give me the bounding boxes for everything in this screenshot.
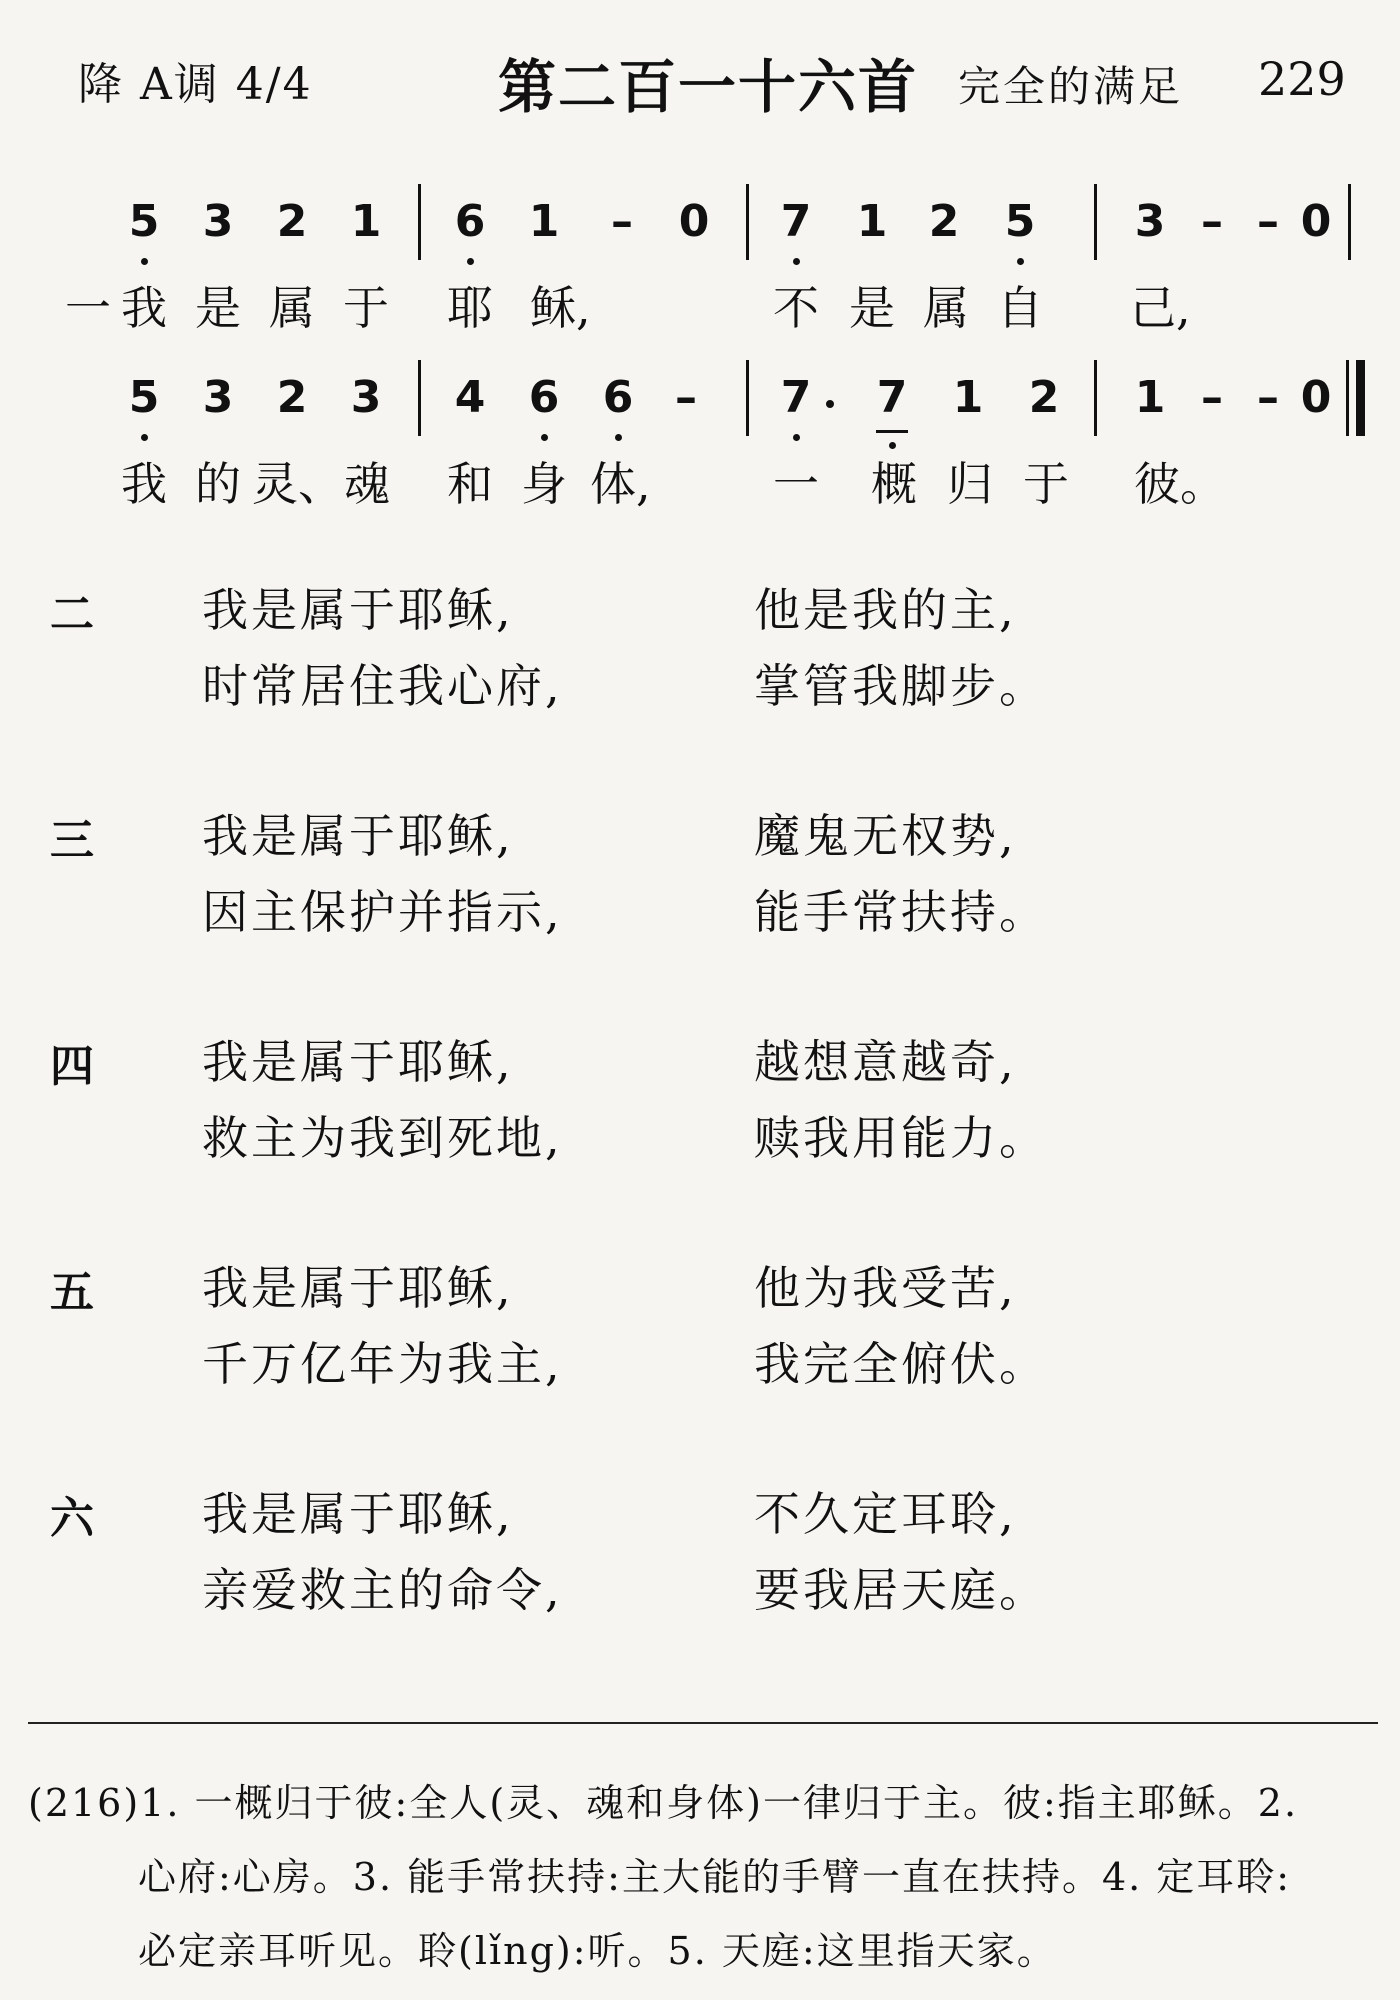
- footnote-divider: [28, 1722, 1378, 1724]
- note: 1: [528, 196, 560, 247]
- verse-line: 我是属于耶稣,: [202, 1261, 514, 1315]
- verse-number: 五: [50, 1267, 94, 1318]
- lyric: 自: [997, 281, 1043, 335]
- verse-line: 我完全俯伏。: [754, 1337, 1048, 1391]
- page-number: 229: [1258, 52, 1346, 106]
- note: 7: [774, 196, 818, 247]
- verse-number: 六: [50, 1493, 94, 1544]
- augmentation-dot: [826, 400, 834, 408]
- footnote-line: 心府:心房。3. 能手常扶持:主大能的手臂一直在扶持。4. 定耳聆:: [138, 1855, 1292, 1899]
- final-barline-thick: [1356, 360, 1365, 436]
- dash: –: [1201, 196, 1223, 247]
- barline: [1094, 184, 1097, 260]
- verse-line: 我是属于耶稣,: [202, 583, 514, 637]
- verse-number: 二: [50, 589, 94, 640]
- note: 0: [1300, 196, 1332, 247]
- note: 6: [448, 196, 492, 247]
- note: 1: [856, 196, 888, 247]
- note: 5: [122, 372, 166, 423]
- note: 5: [998, 196, 1042, 247]
- lyric: 耶: [447, 281, 493, 335]
- lyric: 不: [773, 281, 819, 335]
- verse-line: 我是属于耶稣,: [202, 809, 514, 863]
- verse-line: 魔鬼无权势,: [754, 809, 1017, 863]
- barline: [1094, 360, 1097, 436]
- verse-line: 他是我的主,: [754, 583, 1017, 637]
- note: 2: [276, 196, 308, 247]
- lyric: 于: [1023, 457, 1069, 511]
- verse-line: 救主为我到死地,: [202, 1111, 563, 1165]
- dash: –: [1257, 372, 1279, 423]
- note: 6: [522, 372, 566, 423]
- verse-line: 赎我用能力。: [754, 1111, 1048, 1165]
- lyric: 灵、魂: [252, 457, 390, 511]
- lyric: 和: [447, 457, 493, 511]
- verse-line: 千万亿年为我主,: [202, 1337, 563, 1391]
- hymn-title: 第二百一十六首: [498, 53, 919, 121]
- lyric: 一: [65, 281, 111, 335]
- note: 1: [1134, 372, 1166, 423]
- note: 6: [596, 372, 640, 423]
- note: 3: [202, 372, 234, 423]
- lyric: 的: [195, 457, 241, 511]
- footnote-line: 必定亲耳听见。聆(lǐng):听。5. 天庭:这里指天家。: [138, 1929, 1057, 1973]
- lyric: 我: [121, 457, 167, 511]
- note: 2: [928, 196, 960, 247]
- dash: –: [675, 372, 697, 423]
- note: 5: [122, 196, 166, 247]
- lyric: 一: [773, 457, 819, 511]
- lyric: 属: [269, 281, 315, 335]
- lyric: 于: [343, 281, 389, 335]
- barline: [418, 184, 421, 260]
- note: 3: [1134, 196, 1166, 247]
- lyric: 是: [195, 281, 241, 335]
- note: 1: [952, 372, 984, 423]
- note: 4: [454, 372, 486, 423]
- verse-line: 我是属于耶稣,: [202, 1035, 514, 1089]
- note: 3: [350, 372, 382, 423]
- dash: –: [1201, 372, 1223, 423]
- note: 2: [276, 372, 308, 423]
- note: 0: [678, 196, 710, 247]
- lyric: 我: [121, 281, 167, 335]
- key-signature: 降 A调 4/4: [78, 59, 313, 110]
- lyric: 稣,: [530, 281, 591, 335]
- dash: –: [611, 196, 633, 247]
- verse-line: 能手常扶持。: [754, 885, 1048, 939]
- dash: –: [1257, 196, 1279, 247]
- verse-line: 因主保护并指示,: [202, 885, 563, 939]
- note: 2: [1028, 372, 1060, 423]
- barline: [746, 184, 749, 260]
- note: 0: [1300, 372, 1332, 423]
- barline: [1348, 184, 1351, 260]
- lyric: 身: [521, 457, 567, 511]
- verse-line: 我是属于耶稣,: [202, 1487, 514, 1541]
- lyric: 是: [849, 281, 895, 335]
- note: 7: [774, 372, 818, 423]
- verse-line: 不久定耳聆,: [754, 1487, 1017, 1541]
- lyric: 彼。: [1134, 457, 1226, 511]
- lyric: 归: [947, 457, 993, 511]
- final-barline: [1346, 360, 1349, 436]
- verse-line: 他为我受苦,: [754, 1261, 1017, 1315]
- lyric: 属: [923, 281, 969, 335]
- lyric: 己,: [1130, 281, 1191, 335]
- note: 3: [202, 196, 234, 247]
- note: 1: [350, 196, 382, 247]
- lyric: 概: [871, 457, 917, 511]
- verse-number: 三: [50, 815, 94, 866]
- verse-line: 掌管我脚步。: [754, 659, 1048, 713]
- note: 7: [870, 372, 914, 423]
- verse-line: 亲爱救主的命令,: [202, 1563, 563, 1617]
- barline: [418, 360, 421, 436]
- footnote-line: (216)1. 一概归于彼:全人(灵、魂和身体)一律归于主。彼:指主耶稣。2.: [28, 1781, 1299, 1825]
- barline: [746, 360, 749, 436]
- verse-number: 四: [50, 1041, 94, 1092]
- hymn-subtitle: 完全的满足: [958, 62, 1184, 111]
- verse-line: 时常居住我心府,: [202, 659, 563, 713]
- verse-line: 越想意越奇,: [754, 1035, 1017, 1089]
- verse-line: 要我居天庭。: [754, 1563, 1048, 1617]
- lyric: 体,: [590, 457, 651, 511]
